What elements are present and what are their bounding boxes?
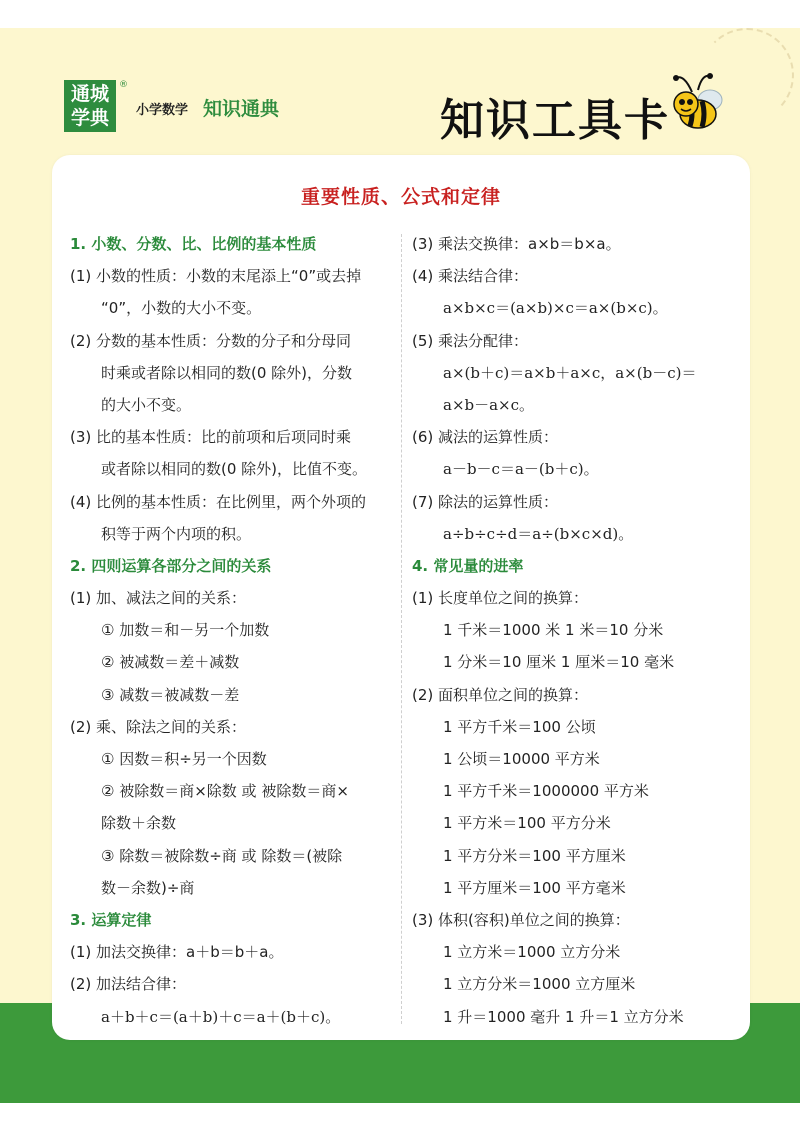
logo-line-1: 通城	[70, 83, 109, 105]
left-text-line: (1) 加、减法之间的关系：	[70, 589, 247, 608]
right-text-line: 1 分米＝10 厘米 1 厘米＝10 毫米	[443, 653, 675, 672]
right-text-line: a÷b÷c÷d＝a÷(b×c×d)。	[443, 524, 634, 543]
brand-title: 知识通典	[203, 98, 280, 120]
right-text-line: 1 立方分米＝1000 立方厘米	[443, 975, 636, 994]
right-text-line: (3) 体积(容积)单位之间的换算：	[412, 910, 630, 929]
left-text-line: 积等于两个内项的积。	[101, 524, 252, 543]
right-text-line: 1 平方米＝100 平方分米	[443, 814, 611, 833]
right-column	[412, 228, 742, 1033]
left-text-line: (3) 比的基本性质：比的前项和后项同时乘	[70, 428, 352, 447]
publisher-logo	[64, 80, 116, 132]
right-text-line: 1 公顷＝10000 平方米	[443, 750, 600, 768]
right-text-line: 1 千米＝1000 米 1 米＝10 分米	[443, 621, 664, 640]
right-text-line: a－b－c＝a－(b＋c)。	[443, 460, 599, 479]
right-section-heading: 4. 常见量的进率	[412, 556, 524, 575]
right-text-line: 1 平方分米＝100 平方厘米	[443, 846, 626, 865]
left-section-heading: 2. 四则运算各部分之间的关系	[70, 556, 272, 575]
left-text-line: ② 被减数＝差＋减数	[101, 653, 240, 672]
left-text-line: ① 因数＝积÷另一个因数	[101, 750, 267, 768]
bee-icon	[668, 70, 726, 132]
left-text-line: ③ 减数＝被减数－差	[101, 685, 240, 704]
left-text-line: 时乘或者除以相同的数(0 除外)，分数	[101, 363, 353, 382]
left-text-line: 数－余数)÷商	[101, 878, 195, 897]
left-text-line: 除数＋余数	[101, 814, 177, 833]
left-text-line: ③ 除数＝被除数÷商 或 除数＝(被除	[101, 846, 343, 865]
right-text-line: (4) 乘法结合律：	[412, 267, 529, 286]
left-text-line: 的大小不变。	[101, 395, 192, 414]
registered-mark: ®	[119, 80, 128, 90]
right-text-line: 1 平方厘米＝100 平方毫米	[443, 878, 626, 897]
left-column	[70, 228, 390, 1033]
card-title: 知识工具卡	[440, 95, 670, 146]
right-text-line: a×b－a×c。	[443, 395, 535, 414]
right-text-line: (5) 乘法分配律：	[412, 331, 529, 350]
right-text-line: 1 立方米＝1000 立方分米	[443, 943, 621, 962]
right-text-line: (2) 面积单位之间的换算：	[412, 685, 589, 704]
left-text-line: ② 被除数＝商×除数 或 被除数＝商×	[101, 782, 349, 801]
left-text-line: ① 加数＝和－另一个加数	[101, 621, 270, 640]
left-text-line: “0”，小数的大小不变。	[101, 299, 262, 318]
left-section-heading: 1. 小数、分数、比、比例的基本性质	[70, 235, 317, 253]
left-text-line: (1) 加法交换律：a＋b＝b＋a。	[70, 943, 284, 962]
right-text-line: 1 升＝1000 毫升 1 升＝1 立方分米	[443, 1007, 684, 1026]
right-text-line: a×(b＋c)＝a×b＋a×c，a×(b－c)＝	[443, 363, 697, 382]
brand-subtitle: 小学数学	[136, 103, 189, 118]
left-section-heading: 3. 运算定律	[70, 910, 152, 929]
left-text-line: a＋b＋c＝(a＋b)＋c＝a＋(b＋c)。	[101, 1007, 341, 1026]
right-text-line: a×b×c＝(a×b)×c＝a×(b×c)。	[443, 299, 668, 318]
panel-title: 重要性质、公式和定律	[300, 186, 501, 208]
right-text-line: (6) 减法的运算性质：	[412, 428, 559, 447]
right-text-line: (3) 乘法交换律：a×b＝b×a。	[412, 235, 621, 253]
right-text-line: (1) 长度单位之间的换算：	[412, 589, 589, 608]
left-text-line: (2) 分数的基本性质：分数的分子和分母同	[70, 331, 352, 350]
right-text-line: (7) 除法的运算性质：	[412, 492, 559, 511]
left-text-line: (1) 小数的性质：小数的末尾添上“0”或去掉	[70, 267, 362, 286]
left-text-line: (2) 加法结合律：	[70, 975, 187, 994]
column-divider	[401, 234, 402, 1024]
right-text-line: 1 平方千米＝100 公顷	[443, 717, 596, 736]
left-text-line: (2) 乘、除法之间的关系：	[70, 717, 247, 736]
left-text-line: (4) 比例的基本性质：在比例里，两个外项的	[70, 492, 367, 511]
left-text-line: 或者除以相同的数(0 除外)，比值不变。	[101, 460, 368, 479]
logo-line-2: 学典	[70, 107, 109, 129]
top-margin	[0, 0, 800, 28]
bottom-margin	[0, 1103, 800, 1132]
right-text-line: 1 平方千米＝1000000 平方米	[443, 782, 649, 801]
